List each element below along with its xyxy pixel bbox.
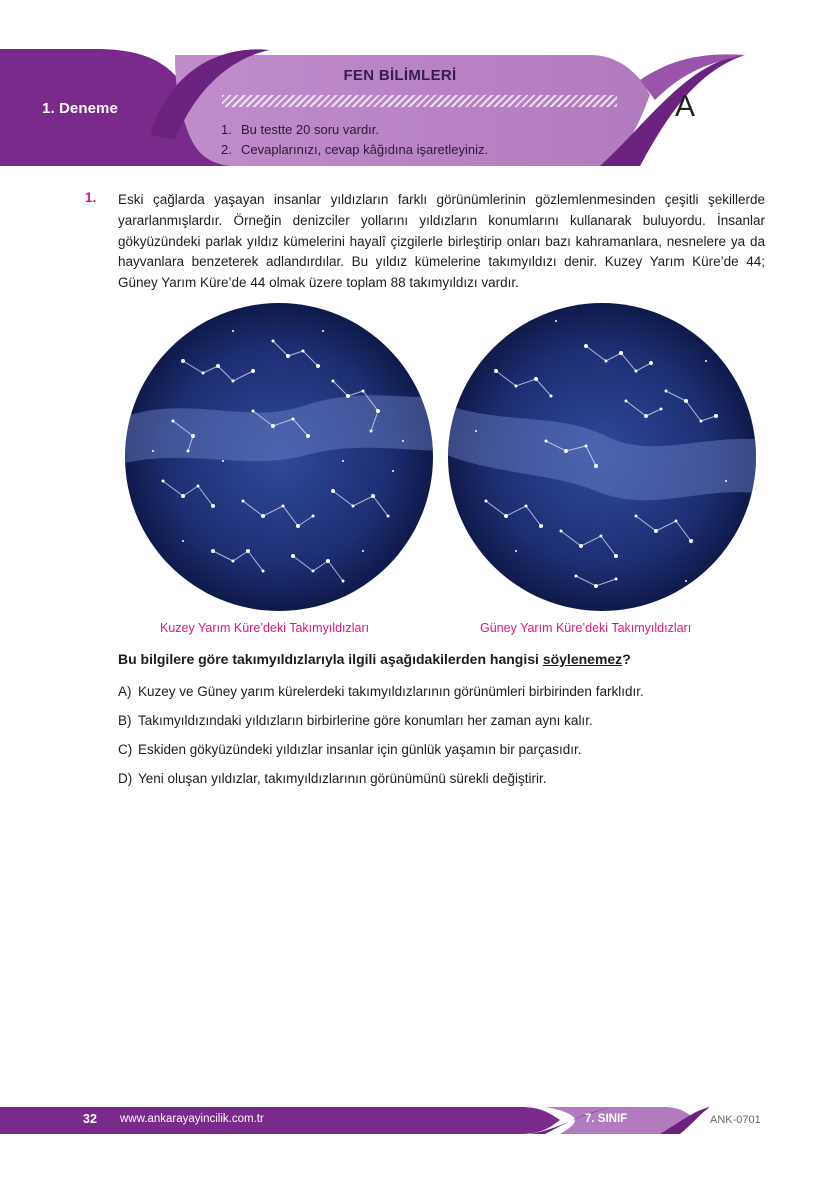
answer-option-a[interactable]: A) Kuzey ve Güney yarım kürelerdeki takımyıldızlarının görünümleri birbirinden farklıdır. — [118, 684, 644, 699]
website-link[interactable]: www.ankarayayincilik.com.tr — [120, 1113, 264, 1125]
instruction-item: 2. Cevaplarınızı, cevap kâğıdına işaretleyiniz. — [221, 142, 489, 157]
decorative-hatch — [222, 95, 617, 107]
instruction-item: 1. Bu testte 20 soru vardır. — [221, 122, 380, 137]
booklet-type: A — [674, 90, 695, 123]
southern-map-caption: Güney Yarım Küre’deki Takımyıldızları — [480, 621, 692, 635]
answer-option-d[interactable]: D) Yeni oluşan yıldızlar, takımyıldızlarının görünümünü sürekli değiştirir. — [118, 771, 547, 786]
northern-map-caption: Kuzey Yarım Küre’deki Takımyıldızları — [160, 621, 370, 635]
question-text: Eski çağlarda yaşayan insanlar yıldızların farklı görünümlerinin gözlemlenmesinden çeşitli şekillerde yararlanmışlardır. Örneğin denizciler yollarını yıldızların konumlarını kullanarak buluyordu. İnsanlar gökyüzündeki parlak yıldız kümelerini hayalî çizgilerle birleştirip onları bazı kahramanlara, nesnelere ya da hayvanlara benzeterek adlandırdılar. Bu yıldız kümelerine takımyıldızı denir. Kuzey Yarım Küre’de 44; Güney Yarım Küre’de 44 olmak üzere toplam 88 takımyıldızı vardır. — [118, 192, 765, 291]
prompt-emphasis: söylenemez — [542, 651, 623, 667]
question-number: 1. — [85, 190, 97, 205]
answer-option-b[interactable]: B) Takımyıldızındaki yıldızların birbirlerine göre konumları her zaman aynı kalır. — [118, 713, 593, 728]
subject-title: FEN BİLİMLERİ — [343, 67, 457, 84]
document-code: ANK-0701 — [710, 1114, 761, 1126]
question-prompt: Bu bilgilere göre takımyıldızlarıyla ilgili aşağıdakilerden hangisi söylenemez? — [118, 651, 631, 667]
page-number: 32 — [83, 1112, 97, 1126]
southern-sky-map — [446, 301, 758, 613]
instructions-list — [221, 120, 488, 160]
grade-label: 7. SINIF — [585, 1113, 628, 1125]
northern-sky-map — [123, 301, 435, 613]
exam-label: 1. Deneme — [42, 100, 118, 117]
answer-option-c[interactable]: C) Eskiden gökyüzündeki yıldızlar insanlar için günlük yaşamın bir parçasıdır. — [118, 742, 582, 757]
